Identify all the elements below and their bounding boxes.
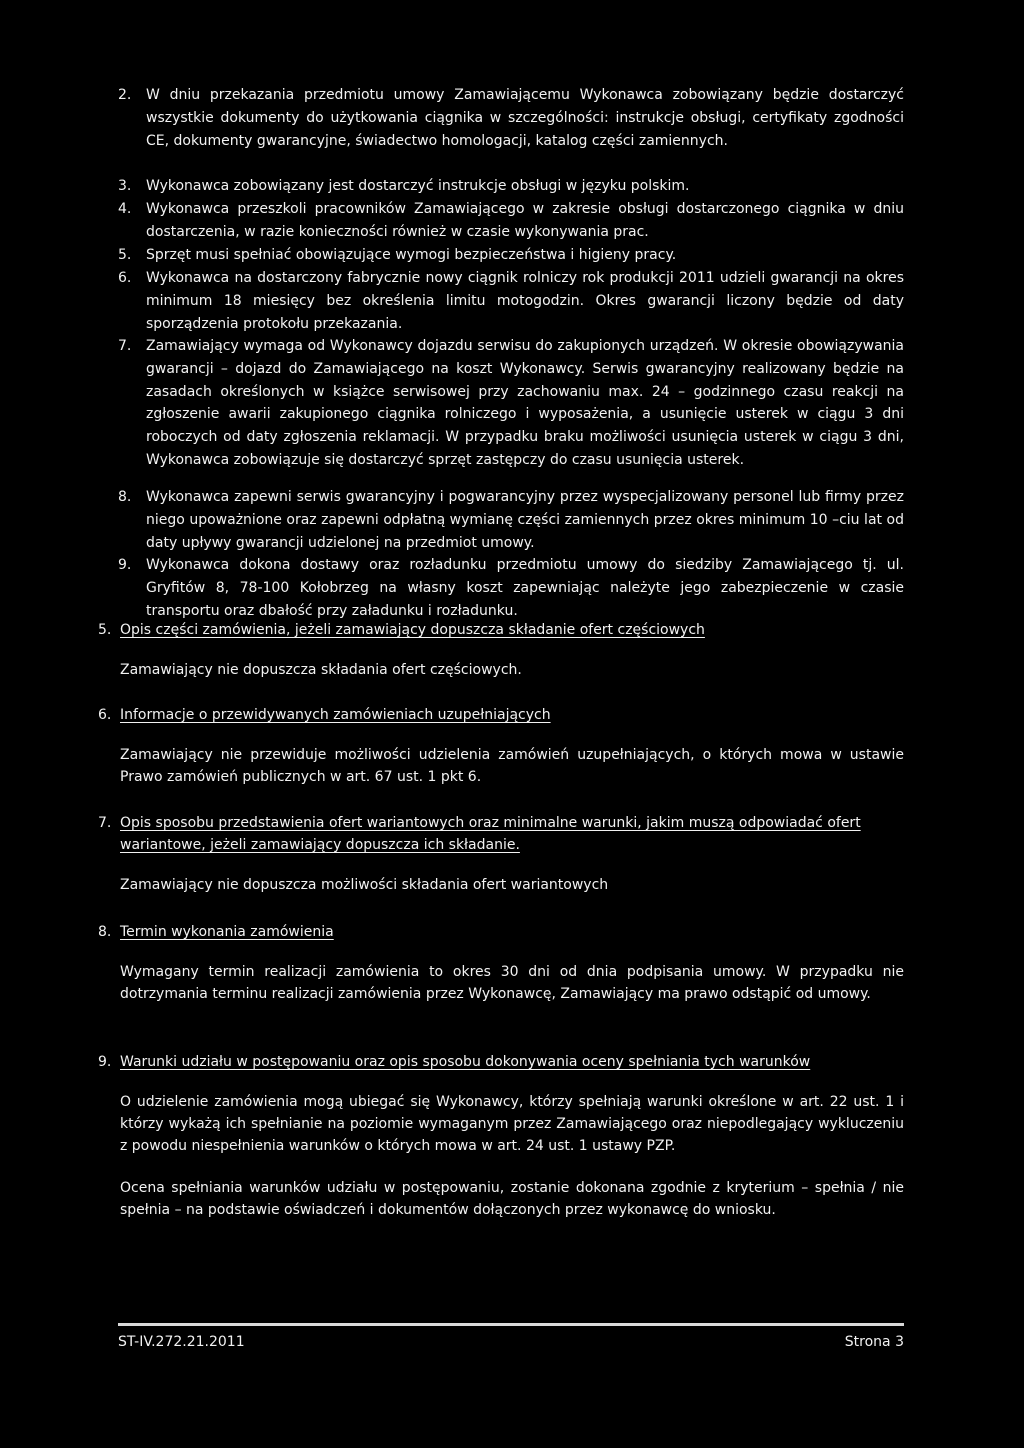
list-item-text: Wykonawca zobowiązany jest dostarczyć instrukcje obsługi w języku polskim. (146, 178, 690, 194)
section-heading: 6. Informacje o przewidywanych zamówieniach uzupełniających (98, 707, 551, 723)
list-item: 2. W dniu przekazania przedmiotu umowy Zamawiającemu Wykonawca zobowiązany będzie dostarczyć wszystkie dokumenty do użytkowania ciągnika w szczególności: instrukcje obsługi, certyfikaty zgodności CE, dokumenty gwarancyjne, świadectwo homologacji, katalog części zamiennych. (118, 87, 904, 149)
list-item-text: Wykonawca przeszkoli pracowników Zamawiającego w zakresie obsługi dostarczonego ciągnika w dniu dostarczenia, w razie konieczności również w czasie wykonywania prac. (146, 201, 904, 240)
list-item: 5. Sprzęt musi spełniać obowiązujące wymogi bezpieczeństwa i higieny pracy. (118, 247, 677, 263)
section-7 (98, 812, 904, 916)
list-item-text: Sprzęt musi spełniać obowiązujące wymogi bezpieczeństwa i higieny pracy. (146, 247, 677, 263)
requirements-list (118, 84, 904, 622)
list-item: 7. Zamawiający wymaga od Wykonawcy dojazdu serwisu do zakupionych urządzeń. W okresie obowiązywania gwarancji – dojazd do Zamawiającego na koszt Wykonawcy. Serwis gwarancyjny realizowany będzie na zasadach określonych w książce serwisowej przy zachowaniu max. 24 – godzinnego czasu reakcji na zgłoszenie awarii zakupionego ciągnika rolniczego i wyposażenia, a usunięcie usterek w ciągu 3 dni roboczych od daty zgłoszenia reklamacji. W przypadku braku możliwości usunięcia usterek w ciągu 3 dni, Wykonawca zobowiązuje się dostarczyć sprzęt zastępczy do czasu usunięcia usterek. (118, 338, 904, 468)
list-item-text: Wykonawca dokona dostawy oraz rozładunku przedmiotu umowy do siedziby Zamawiającego tj. ul. Gryfitów 8, 78-100 Kołobrzeg na własny koszt zapewniając należyte jego zabezpieczenie w czasie transportu oraz dbałość przy załadunku i rozładunku. (146, 557, 904, 619)
list-item-text: W dniu przekazania przedmiotu umowy Zamawiającemu Wykonawca zobowiązany będzie dostarczyć wszystkie dokumenty do użytkowania ciągnika w szczególności: instrukcje obsługi, certyfikaty zgodności CE, dokumenty gwarancyjne, świadectwo homologacji, katalog części zamiennych. (146, 87, 904, 149)
list-item: 9. Wykonawca dokona dostawy oraz rozładunku przedmiotu umowy do siedziby Zamawiającego tj. ul. Gryfitów 8, 78-100 Kołobrzeg na własny koszt zapewniając należyte jego zabezpieczenie w czasie transportu oraz dbałość przy załadunku i rozładunku. (118, 557, 904, 619)
list-item: 8. Wykonawca zapewni serwis gwarancyjny i pogwarancyjny przez wyspecjalizowany personel lub firmy przez niego upoważnione oraz zapewni odpłatną wymianę części zamiennych przez okres minimum 10 –ciu lat od daty upływy gwarancji udzielonej na przedmiot umowy. (118, 489, 904, 551)
section-heading: 5. Opis części zamówienia, jeżeli zamawiający dopuszcza składanie ofert częściowych (98, 622, 705, 638)
footer-divider (118, 1323, 904, 1326)
section-body: Zamawiający nie przewiduje możliwości udzielenia zamówień uzupełniających, o których mowa w ustawie Prawo zamówień publicznych w art. 67 ust. 1 pkt 6. (120, 747, 904, 785)
list-item: 6. Wykonawca na dostarczony fabrycznie nowy ciągnik rolniczy rok produkcji 2011 udzieli gwarancji na okres minimum 18 miesięcy bez określenia limitu motogodzin. Okres gwarancji liczony będzie od daty sporządzenia protokołu przekazania. (118, 270, 904, 332)
section-8 (98, 921, 904, 1025)
list-item: 4. Wykonawca przeszkoli pracowników Zamawiającego w zakresie obsługi dostarczonego ciągnika w dniu dostarczenia, w razie konieczności również w czasie wykonywania prac. (118, 201, 904, 240)
list-item-text: Zamawiający wymaga od Wykonawcy dojazdu serwisu do zakupionych urządzeń. W okresie obowiązywania gwarancji – dojazd do Zamawiającego na koszt Wykonawcy. Serwis gwarancyjny realizowany będzie na zasadach określonych w książce serwisowej przy zachowaniu max. 24 – godzinnego czasu reakcji na zgłoszenie awarii zakupionego ciągnika rolniczego i wyposażenia, a usunięcie usterek w ciągu 3 dni roboczych od daty zgłoszenia reklamacji. W przypadku braku możliwości usunięcia usterek w ciągu 3 dni, Wykonawca zobowiązuje się dostarczyć sprzęt zastępczy do czasu usunięcia usterek. (146, 338, 904, 468)
section-body: Zamawiający nie dopuszcza składania ofert częściowych. (120, 662, 522, 678)
section-heading: 7. Opis sposobu przedstawienia ofert wariantowych oraz minimalne warunki, jakim muszą odpowiadać ofert wariantowe, jeżeli zamawiający dopuszcza ich składanie. (98, 815, 861, 853)
section-6 (98, 704, 904, 808)
section-body: Wymagany termin realizacji zamówienia to okres 30 dni od dnia podpisania umowy. W przypadku nie dotrzymania terminu realizacji zamówienia przez Wykonawcę, Zamawiający ma prawo odstąpić od umowy. (120, 964, 904, 1002)
section-body: Zamawiający nie dopuszcza możliwości składania ofert wariantowych (120, 877, 609, 893)
section-body: O udzielenie zamówienia mogą ubiegać się Wykonawcy, którzy spełniają warunki określone w art. 22 ust. 1 i którzy wykażą ich spełnianie na poziomie wymaganym przez Zamawiającego oraz niepodlegający wykluczeniu z powodu niespełnienia warunków o których mowa w art. 24 ust. 1 ustawy PZP. Ocena spełniania warunków udziału w postępowaniu, zostanie dokonana zgodnie z kryterium – spełnia / nie spełnia – na podstawie oświadczeń i dokumentów dołączonych przez wykonawcę do wniosku. (120, 1094, 904, 1218)
section-5 (98, 619, 904, 701)
document-reference: ST-IV.272.21.2011 (118, 1334, 245, 1350)
page-footer (118, 1334, 904, 1350)
page-number: Strona 3 (844, 1334, 904, 1350)
section-heading: 9. Warunki udziału w postępowaniu oraz opis sposobu dokonywania oceny spełniania tych warunków (98, 1054, 811, 1070)
section-9 (98, 1051, 904, 1241)
list-item-text: Wykonawca na dostarczony fabrycznie nowy ciągnik rolniczy rok produkcji 2011 udzieli gwarancji na okres minimum 18 miesięcy bez określenia limitu motogodzin. Okres gwarancji liczony będzie od daty sporządzenia protokołu przekazania. (146, 270, 904, 332)
list-item: 3. Wykonawca zobowiązany jest dostarczyć instrukcje obsługi w języku polskim. (118, 178, 690, 194)
section-heading: 8. Termin wykonania zamówienia (98, 924, 334, 940)
list-item-text: Wykonawca zapewni serwis gwarancyjny i pogwarancyjny przez wyspecjalizowany personel lub firmy przez niego upoważnione oraz zapewni odpłatną wymianę części zamiennych przez okres minimum 10 –ciu lat od daty upływy gwarancji udzielonej na przedmiot umowy. (146, 489, 904, 551)
